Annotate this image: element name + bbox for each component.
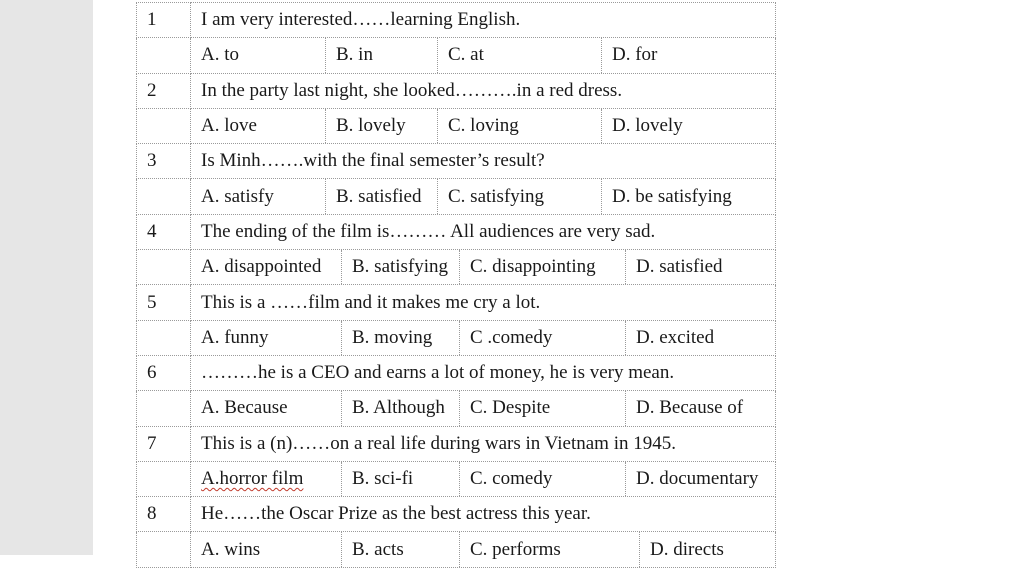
empty-number-cell xyxy=(137,320,191,355)
questions-table xyxy=(136,2,776,568)
empty-number-cell xyxy=(137,532,191,567)
answer-option xyxy=(459,250,625,284)
question-row xyxy=(137,73,776,108)
answer-option xyxy=(601,179,775,213)
answer-option-text: C. Despite xyxy=(470,397,551,419)
options-row xyxy=(137,108,776,143)
answer-option xyxy=(191,179,325,213)
question-row xyxy=(137,144,776,179)
answer-option xyxy=(437,109,601,143)
answer-option-text: A. love xyxy=(201,115,257,137)
options-cell xyxy=(191,179,776,214)
options-row xyxy=(137,179,776,214)
options-row xyxy=(137,320,776,355)
question-number: 2 xyxy=(137,73,191,108)
options-row xyxy=(137,391,776,426)
answer-option xyxy=(437,38,601,72)
question-stem: This is a ……film and it makes me cry a lot. xyxy=(191,285,776,320)
question-stem: He……the Oscar Prize as the best actress this year. xyxy=(191,497,776,532)
answer-option-text: D. for xyxy=(612,44,658,66)
document-gutter xyxy=(0,0,93,555)
answer-option-text: D. Because of xyxy=(636,397,744,419)
answer-option-text: A. to xyxy=(201,44,239,66)
options-row xyxy=(137,532,776,567)
answer-option-text: A.horror film xyxy=(201,468,304,489)
answer-option xyxy=(437,179,601,213)
empty-number-cell xyxy=(137,108,191,143)
answer-option xyxy=(459,462,625,496)
answer-option xyxy=(191,250,341,284)
answer-option xyxy=(191,321,341,355)
answer-option-text: D. be satisfying xyxy=(612,185,732,207)
question-row xyxy=(137,285,776,320)
options-row xyxy=(137,250,776,285)
answer-option-text: B. lovely xyxy=(336,115,406,137)
answer-option-text: C. at xyxy=(448,44,484,66)
answer-option xyxy=(191,462,341,496)
question-number: 6 xyxy=(137,355,191,390)
question-row xyxy=(137,214,776,249)
answer-option-text: D. lovely xyxy=(612,115,683,137)
answer-option xyxy=(625,250,775,284)
options-cell xyxy=(191,38,776,73)
answer-option-text: B. satisfying xyxy=(352,256,449,278)
options-cell xyxy=(191,320,776,355)
question-stem: This is a (n)……on a real life during wars in Vietnam in 1945. xyxy=(191,426,776,461)
answer-option-text: B. acts xyxy=(352,538,404,560)
answer-option xyxy=(639,532,775,566)
question-row xyxy=(137,426,776,461)
answer-option-text: B. sci-fi xyxy=(352,468,414,489)
answer-option xyxy=(191,109,325,143)
answer-option xyxy=(625,391,775,425)
empty-number-cell xyxy=(137,179,191,214)
question-number: 7 xyxy=(137,426,191,461)
answer-option xyxy=(625,321,775,355)
options-cell xyxy=(191,108,776,143)
answer-option-text: C. disappointing xyxy=(470,256,596,278)
options-cell xyxy=(191,391,776,426)
answer-option-text: A. Because xyxy=(201,397,288,419)
question-number: 4 xyxy=(137,214,191,249)
answer-option xyxy=(601,38,775,72)
answer-option-text: B. Although xyxy=(352,397,445,419)
question-row xyxy=(137,3,776,38)
answer-option xyxy=(625,462,775,496)
answer-option xyxy=(191,38,325,72)
answer-option xyxy=(341,250,459,284)
options-row xyxy=(137,38,776,73)
options-row xyxy=(137,461,776,496)
question-number: 5 xyxy=(137,285,191,320)
question-number: 1 xyxy=(137,3,191,38)
options-cell xyxy=(191,532,776,567)
answer-option xyxy=(191,532,341,566)
answer-option-text: A. wins xyxy=(201,538,261,560)
empty-number-cell xyxy=(137,461,191,496)
question-row xyxy=(137,497,776,532)
question-stem: Is Minh…….with the final semester’s result? xyxy=(191,144,776,179)
answer-option xyxy=(191,391,341,425)
question-stem: In the party last night, she looked……….in a red dress. xyxy=(191,73,776,108)
answer-option xyxy=(325,109,437,143)
options-cell xyxy=(191,461,776,496)
answer-option xyxy=(341,321,459,355)
options-cell xyxy=(191,250,776,285)
question-number: 8 xyxy=(137,497,191,532)
answer-option-text: A. disappointed xyxy=(201,256,322,278)
answer-option-text: D. directs xyxy=(650,538,724,560)
answer-option-text: C. loving xyxy=(448,115,519,137)
question-number: 3 xyxy=(137,144,191,179)
answer-option xyxy=(341,532,459,566)
answer-option xyxy=(341,391,459,425)
answer-option-text: C. satisfying xyxy=(448,185,545,207)
answer-option-text: C. comedy xyxy=(470,468,553,489)
question-row xyxy=(137,355,776,390)
answer-option xyxy=(459,321,625,355)
empty-number-cell xyxy=(137,391,191,426)
answer-option-text: B. moving xyxy=(352,326,433,348)
question-stem: The ending of the film is……… All audiences are very sad. xyxy=(191,214,776,249)
answer-option xyxy=(341,462,459,496)
question-stem: ………he is a CEO and earns a lot of money, he is very mean. xyxy=(191,355,776,390)
answer-option xyxy=(325,179,437,213)
empty-number-cell xyxy=(137,250,191,285)
answer-option-text: D. satisfied xyxy=(636,256,723,278)
answer-option xyxy=(325,38,437,72)
answer-option-text: B. in xyxy=(336,44,373,66)
answer-option xyxy=(459,391,625,425)
answer-option-text: C .comedy xyxy=(470,326,553,348)
answer-option-text: D. documentary xyxy=(636,468,759,489)
answer-option-text: A. funny xyxy=(201,326,269,348)
answer-option-text: C. performs xyxy=(470,538,561,560)
empty-number-cell xyxy=(137,38,191,73)
answer-option-text: A. satisfy xyxy=(201,185,274,207)
answer-option-text: D. excited xyxy=(636,326,715,348)
answer-option-text: B. satisfied xyxy=(336,185,422,207)
question-stem: I am very interested……learning English. xyxy=(191,3,776,38)
answer-option xyxy=(601,109,775,143)
answer-option xyxy=(459,532,639,566)
